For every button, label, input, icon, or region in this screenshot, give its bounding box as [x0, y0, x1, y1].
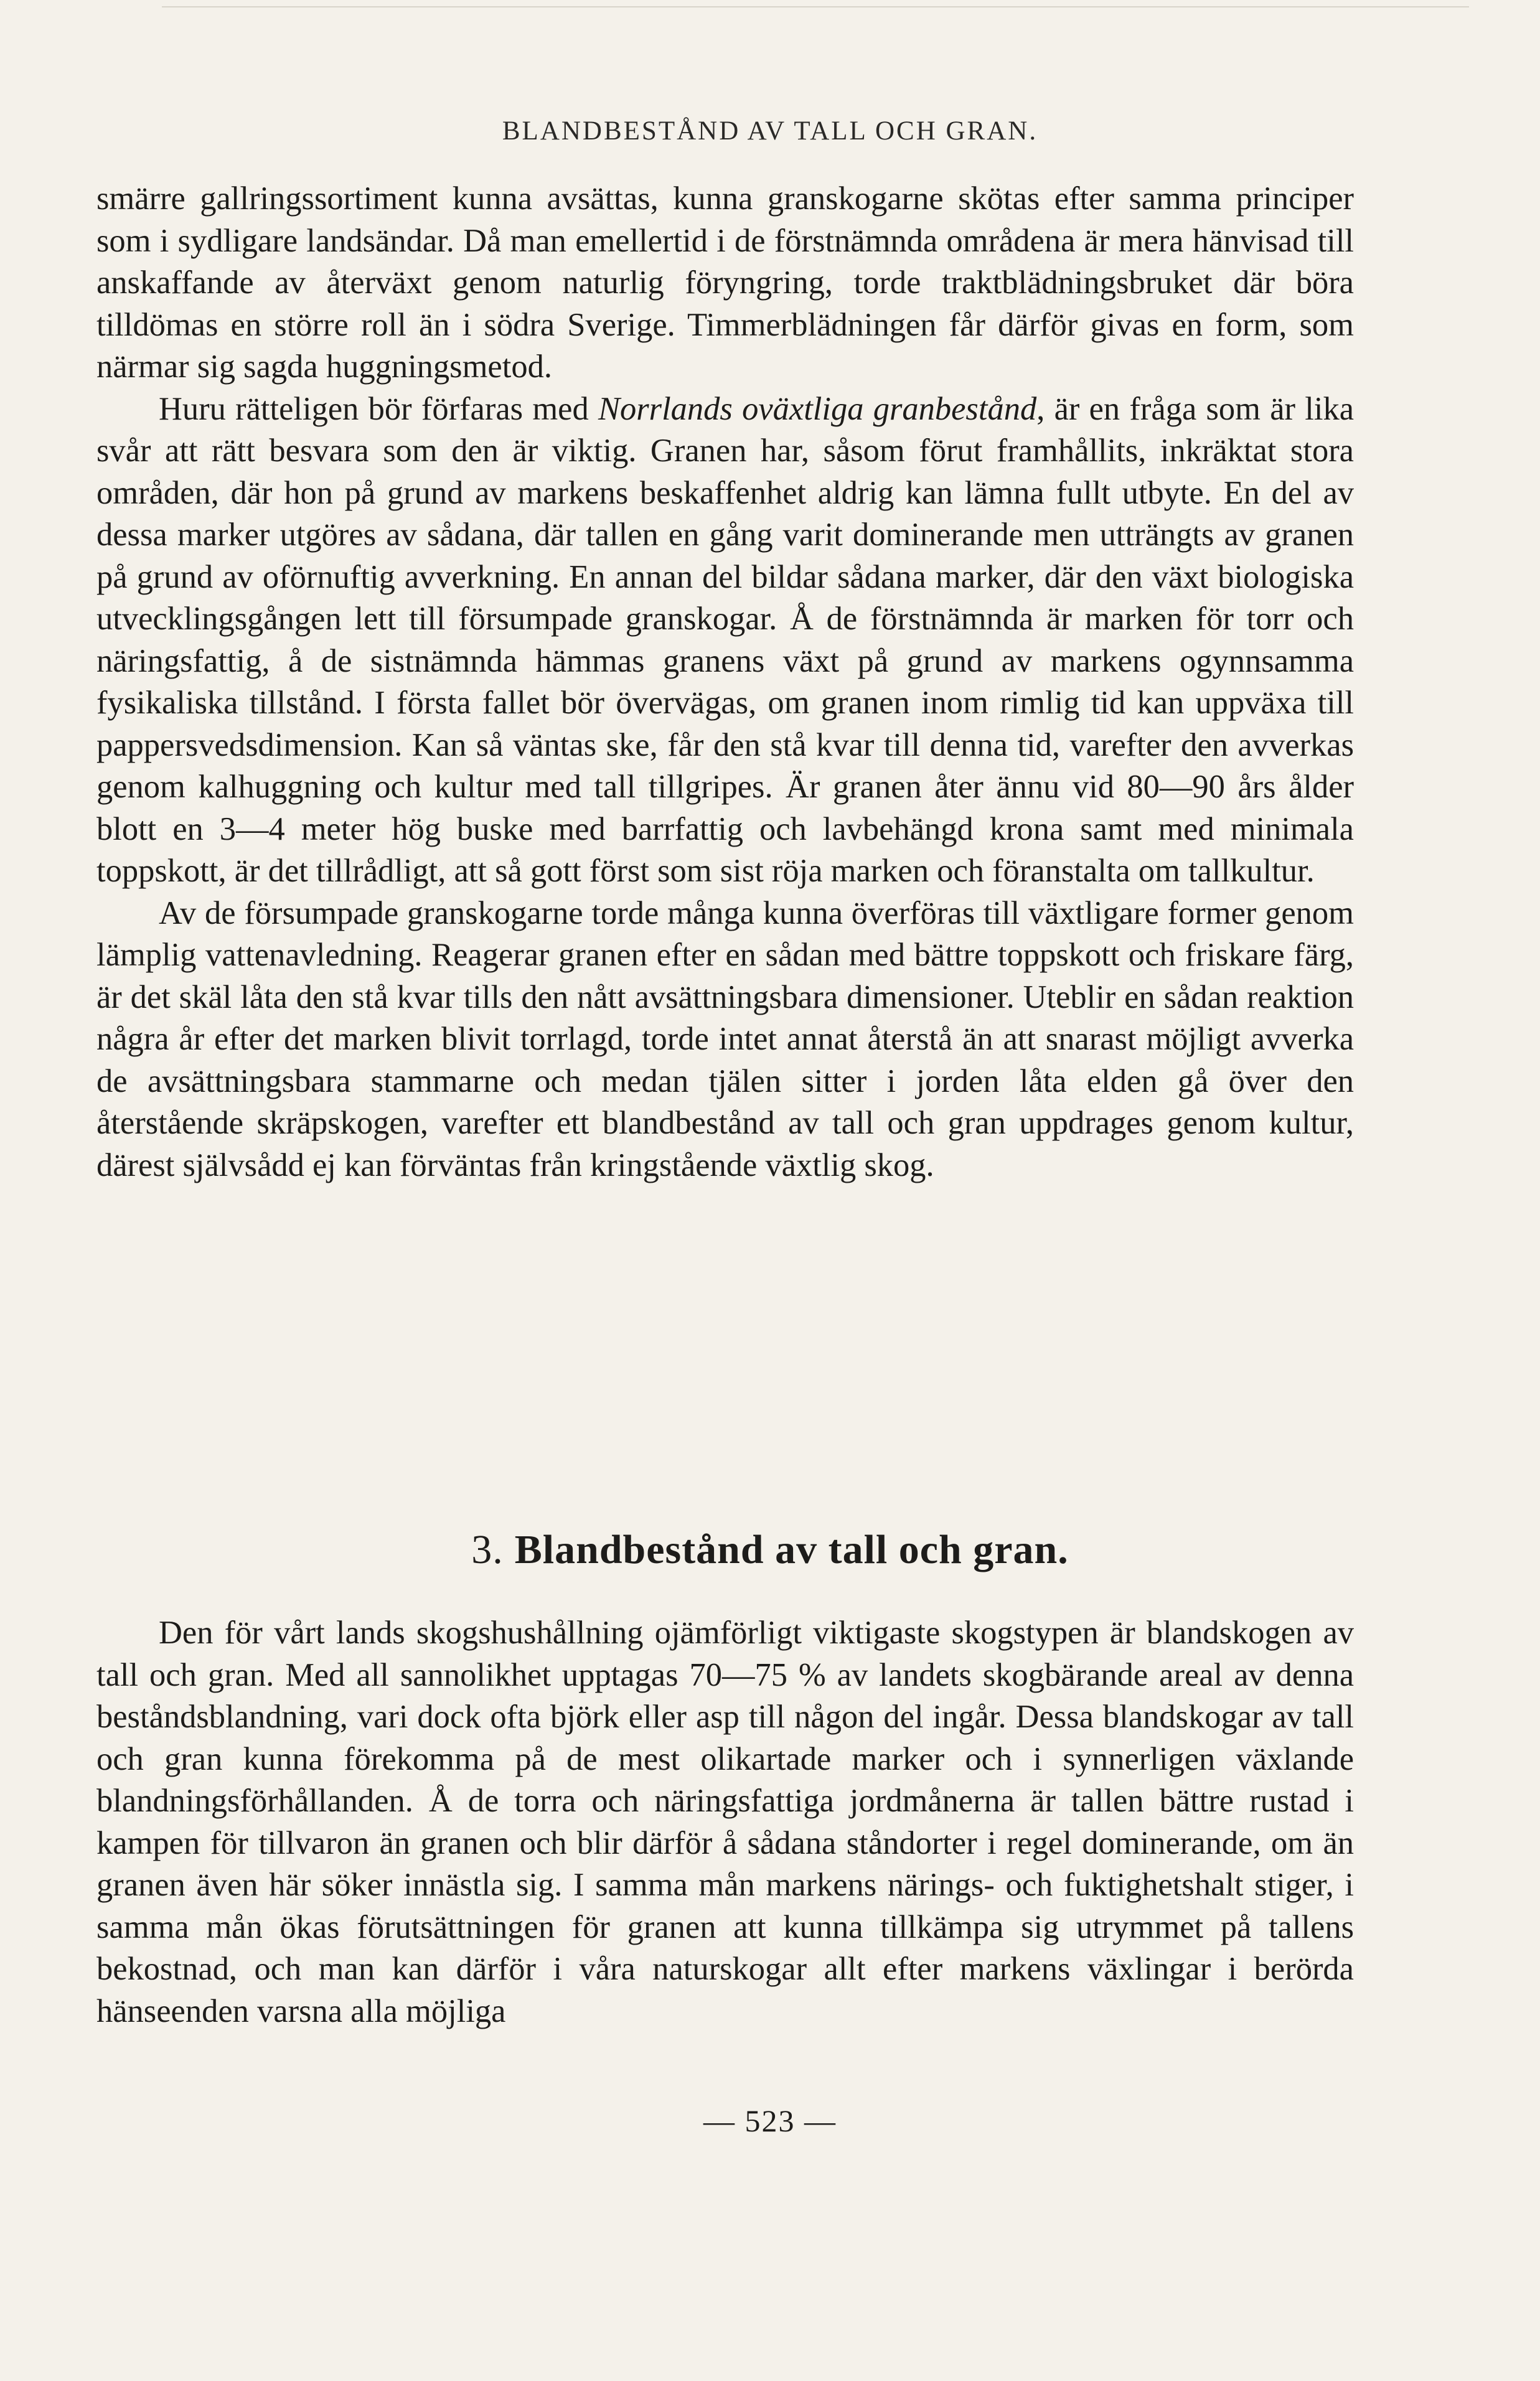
- body-text-continued: [96, 178, 1354, 1186]
- page-number: — 523 —: [703, 2103, 837, 2138]
- paragraph: Den för vårt lands skogshushållning ojämförligt viktigaste skogstypen är blandskogen av tall och gran. Med all sannolikhet upptagas 70—75 % av landets skogbärande areal av denna beståndsblandning, vari dock ofta björk eller asp till någon del ingår. Dessa blandskogar av tall och gran kunna förekomma på de mest olikartade marker och i synnerligen växlande blandningsförhållanden. Å de torra och näringsfattiga jordmånerna är tallen bättre rustad i kampen för tillvaron än granen och blir därför å sådana ståndorter i regel dominerande, om än granen även här söker innästla sig. I samma mån markens närings- och fuktighetshalt stiger, i samma mån ökas förutsättningen för granen att kunna tillkämpa sig utrymmet på tallens bekostnad, och man kan därför i våra naturskogar allt efter markens växlingar i berörda hänseenden varsna alla möjliga: [96, 1615, 1354, 2029]
- paragraph: [96, 388, 1354, 893]
- paragraph: Av de försumpade granskogarne torde många kunna överföras till växtligare former genom lämplig vattenavledning. Reagerar granen efter en sådan med bättre toppskott och friskare färg, är det skäl låta den stå kvar tills den nått avsättningsbara dimensioner. Uteblir en sådan reaktion några år efter det marken blivit torrlagd, torde intet annat återstå än att snarast möjligt avverka de avsättningsbara stammarne och medan tjälen sitter i jorden låta elden gå över den återstående skräpskogen, varefter ett blandbestånd av tall och gran uppdrages genom kultur, därest självsådd ej kan förväntas från kringstående växtlig skog.: [96, 895, 1354, 1183]
- italic-term: Norrlands oväxtliga granbestånd: [598, 390, 1037, 427]
- paragraph: smärre gallringssortiment kunna avsättas, kunna granskogarne skötas efter samma principer som i sydligare landsändar. Då man emellertid i de förstnämnda områdena är mera hänvisad till anskaffande av återväxt genom naturlig föryngring, torde traktblädningsbruket där böra tilldömas en större roll än i södra Sverige. Timmerblädningen får därför givas en form, som närmar sig sagda huggningsmetod.: [96, 181, 1354, 385]
- page-top-edge: [162, 6, 1469, 7]
- body-text-section: [96, 1612, 1354, 2032]
- section-number: 3.: [471, 1527, 504, 1572]
- paragraph-text: Huru rätteligen bör förfaras med: [159, 390, 598, 427]
- section-heading: [0, 1526, 1540, 1574]
- paragraph-text: , är en fråga som är lika svår att rätt besvara som den är viktig. Granen har, såsom förut framhållits, inkräktat stora områden, där hon på grund av markens beskaffenhet aldrig kan lämna fullt utbyte. En del av dessa marker utgöres av sådana, där tallen en gång varit dominerande men utträngts av granen på grund av oförnuftig avverkning. En annan del bildar sådana marker, där den växt biologiska utvecklingsgången lett till försumpade granskogar. Å de förstnämnda är marken för torr och näringsfattig, å de sistnämnda hämmas granens växt på grund av markens ogynnsamma fysikaliska tillstånd. I första fallet bör övervägas, om granen inom rimlig tid kan uppväxa till pappersvedsdimension. Kan så väntas ske, får den stå kvar till denna tid, varefter den avverkas genom kalhuggning och kultur med tall tillgripes. Är granen åter ännu vid 80—90 års ålder blott en 3—4 meter hög buske med barrfattig och lavbehängd krona samt med minimala toppskott, är det tillrådligt, att så gott först som sist röja marken och föranstalta om tallkultur.: [96, 390, 1355, 889]
- section-title: Blandbestånd av tall och gran.: [514, 1527, 1069, 1572]
- running-head: BLANDBESTÅND AV TALL OCH GRAN.: [502, 116, 1038, 146]
